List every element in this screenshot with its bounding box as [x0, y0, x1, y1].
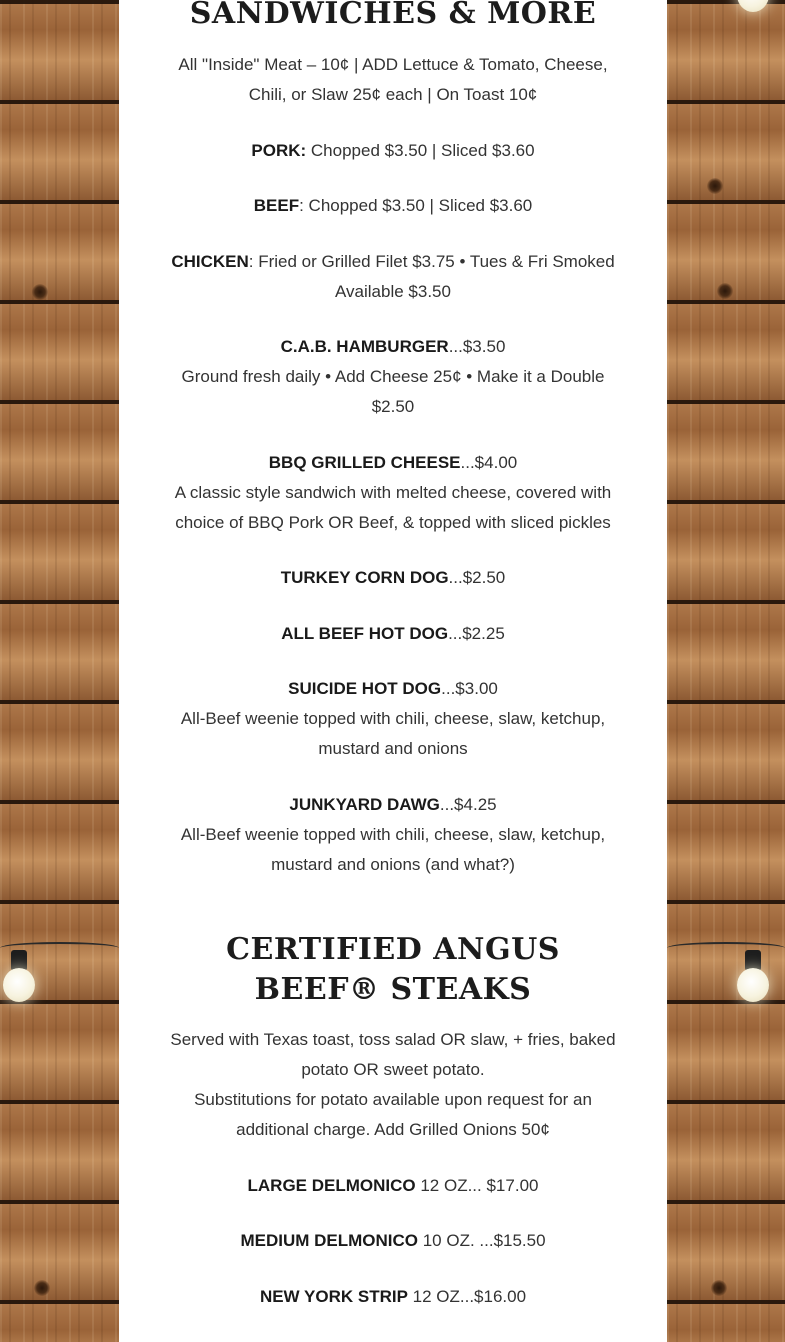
- menu-item-description: Ground fresh daily • Add Cheese 25¢ • Make it a Double $2.50: [181, 367, 605, 416]
- menu-item-name: ALL BEEF HOT DOG: [281, 624, 449, 643]
- menu-item-turkey-corn-dog: [159, 563, 627, 593]
- menu-item-description: A classic style sandwich with melted cheese, covered with choice of BBQ Pork OR Beef, & topped with sliced pickles: [174, 483, 612, 532]
- menu-item-junkyard-dawg: [159, 790, 627, 880]
- menu-item-price: Chopped $3.50 | Sliced $3.60: [306, 141, 535, 160]
- menu-panel: [119, 0, 667, 1342]
- menu-item-price: 12 OZ...$16.00: [407, 1287, 527, 1306]
- menu-item-large-delmonico: [159, 1171, 627, 1201]
- light-bulb-icon: [736, 950, 770, 1008]
- menu-item-name: SUICIDE HOT DOG: [288, 679, 442, 698]
- light-bulb-icon: [2, 950, 36, 1008]
- steaks-intro-line: Served with Texas toast, toss salad OR slaw, + fries, baked potato OR sweet potato.: [170, 1030, 616, 1079]
- menu-item-name: BEEF: [253, 196, 300, 215]
- menu-item-price: : Chopped $3.50 | Sliced $3.60: [299, 196, 533, 215]
- menu-item-all-beef-hot-dog: [159, 619, 627, 649]
- wood-border-right: [667, 0, 785, 1342]
- menu-item-price: : Fried or Grilled Filet $3.75 • Tues & Fri Smoked Available $3.50: [248, 252, 615, 301]
- menu-item-bbq-grilled-cheese: [159, 448, 627, 538]
- menu-item-chicken: [159, 247, 627, 307]
- menu-item-price: ...$3.00: [441, 679, 498, 698]
- menu-item-price: ...$2.50: [448, 568, 506, 587]
- menu-item-price: ...$3.50: [448, 337, 506, 356]
- menu-item-price: 10 OZ. ...$15.50: [417, 1231, 546, 1250]
- section-title-sandwiches: SANDWICHES & MORE: [189, 0, 597, 31]
- menu-item-name: NEW YORK STRIP: [259, 1287, 408, 1306]
- menu-item-name: C.A.B. HAMBURGER: [280, 337, 449, 356]
- light-bulb-icon: [736, 0, 770, 18]
- menu-item-name: MEDIUM DELMONICO: [240, 1231, 418, 1250]
- menu-item-name: TURKEY CORN DOG: [280, 568, 449, 587]
- sandwiches-intro: All "Inside" Meat – 10¢ | ADD Lettuce & Tomato, Cheese, Chili, or Slaw 25¢ each | On Toast 10¢: [178, 55, 608, 104]
- menu-item-hamburger: [159, 332, 627, 422]
- menu-item-name: LARGE DELMONICO: [247, 1176, 416, 1195]
- menu-item-medium-delmonico: [159, 1226, 627, 1256]
- steaks-intro: [159, 1025, 627, 1145]
- wood-border-left: [0, 0, 119, 1342]
- wood-knot-decoration: [34, 1280, 50, 1296]
- menu-item-price: ...$4.00: [460, 453, 518, 472]
- menu-item-name: CHICKEN: [171, 252, 249, 271]
- menu-item-suicide-hot-dog: [159, 674, 627, 764]
- menu-item-new-york-strip: [159, 1282, 627, 1312]
- menu-item-name: BBQ GRILLED CHEESE: [268, 453, 461, 472]
- wood-knot-decoration: [707, 178, 723, 194]
- menu-item-description: All-Beef weenie topped with chili, cheese, slaw, ketchup, mustard and onions: [180, 709, 606, 758]
- menu-item-name: PORK:: [251, 141, 307, 160]
- steaks-substitutions-note: Substitutions for potato available upon request for an additional charge. Add Grilled Onions 50¢: [194, 1090, 592, 1139]
- wood-knot-decoration: [717, 283, 733, 299]
- menu-item-price: 12 OZ... $17.00: [415, 1176, 539, 1195]
- menu-item-name: JUNKYARD DAWG: [289, 795, 440, 814]
- menu-item-price: ...$4.25: [439, 795, 497, 814]
- menu-item-price: ...$2.25: [448, 624, 505, 643]
- menu-item-beef: [159, 191, 627, 221]
- section-title-steaks: CERTIFIED ANGUS BEEF® STEAKS: [226, 932, 560, 1007]
- wood-knot-decoration: [711, 1280, 727, 1296]
- menu-item-pork: [159, 136, 627, 166]
- menu-item-description: All-Beef weenie topped with chili, cheese, slaw, ketchup, mustard and onions (and what?): [180, 825, 606, 874]
- wood-knot-decoration: [32, 284, 48, 300]
